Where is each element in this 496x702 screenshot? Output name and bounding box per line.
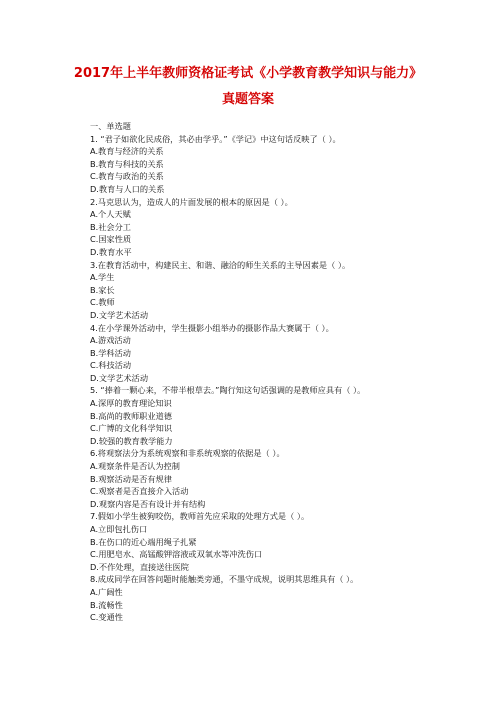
option-line: A.立即包扎伤口 — [90, 524, 148, 534]
question-line: 1. “君子如欲化民成俗，其必由学乎。”《学记》中这句话反映了（ ）。 — [90, 133, 341, 144]
option-line: C.观察者是否直接介入活动 — [90, 486, 189, 497]
option-line: B.在伤口的近心端用绳子扎紧 — [90, 536, 197, 547]
option-line: B.教育与科技的关系 — [90, 158, 164, 169]
option-line: B.高尚的教师职业道德 — [90, 410, 172, 421]
option-line: A.广阔性 — [90, 586, 123, 597]
option-line: A.个人天赋 — [90, 209, 131, 220]
option-line: D.观察内容是否有设计并有结构 — [90, 498, 206, 509]
option-line: D.文学艺术活动 — [90, 309, 149, 320]
option-line: B.家长 — [90, 284, 115, 295]
option-line: D.教育与人口的关系 — [90, 183, 165, 194]
option-line: B.学科活动 — [90, 347, 131, 358]
document-subtitle: 真题答案 — [221, 92, 274, 107]
option-line: B.观察活动是否有规律 — [90, 473, 172, 484]
option-line: A.深厚的教育理论知识 — [90, 398, 172, 409]
document-title: 2017年上半年教师资格证考试《小学教育教学知识与能力》 — [73, 66, 423, 81]
question-line: 7.假如小学生被狗咬伤，教师首先应采取的处理方式是（ ）。 — [90, 511, 310, 522]
option-line: C.用肥皂水、高锰酸钾溶液或双氧水等冲洗伤口 — [90, 549, 263, 560]
option-line: D.较强的教育教学能力 — [90, 435, 173, 446]
option-line: C.变通性 — [90, 612, 123, 623]
option-line: C.国家性质 — [90, 234, 132, 245]
option-line: A.学生 — [90, 272, 115, 283]
question-line: 2.马克思认为，造成人的片面发展的根本的原因是（ ）。 — [90, 196, 293, 207]
question-line: 5. “捧着一颗心来，不带半根草去。”陶行知这句话强调的是教师应具有（ ）。 — [90, 385, 366, 396]
option-line: C.广博的文化科学知识 — [90, 423, 173, 434]
option-line: A.观察条件是否认为控制 — [90, 461, 180, 472]
section-heading: 一、单选题 — [90, 121, 131, 131]
option-line: A.教育与经济的关系 — [90, 146, 164, 157]
question-list — [90, 120, 490, 624]
option-line: C.教师 — [90, 297, 115, 308]
option-line: C.科技活动 — [90, 360, 132, 371]
option-line: D.不作处理，直接送往医院 — [90, 561, 189, 572]
option-line: B.流畅性 — [90, 599, 123, 610]
question-line: 6.将观察法分为系统观察和非系统观察的依据是（ ）。 — [90, 448, 285, 459]
question-line: 8.成成同学在回答问题时能触类旁通，不墨守成规，说明其思维具有（ ）。 — [90, 574, 359, 585]
option-line: C.教育与政治的关系 — [90, 171, 164, 182]
question-line: 3.在教育活动中，构建民主、和谐、融洽的师生关系的主导因素是（ ）。 — [90, 259, 351, 270]
option-line: D.文学艺术活动 — [90, 372, 149, 383]
option-line: D.教育水平 — [90, 246, 132, 257]
option-line: A.游戏活动 — [90, 335, 131, 346]
question-line: 4.在小学课外活动中，学生摄影小组举办的摄影作品大赛属于（ ）。 — [90, 322, 334, 333]
option-line: B.社会分工 — [90, 221, 131, 232]
